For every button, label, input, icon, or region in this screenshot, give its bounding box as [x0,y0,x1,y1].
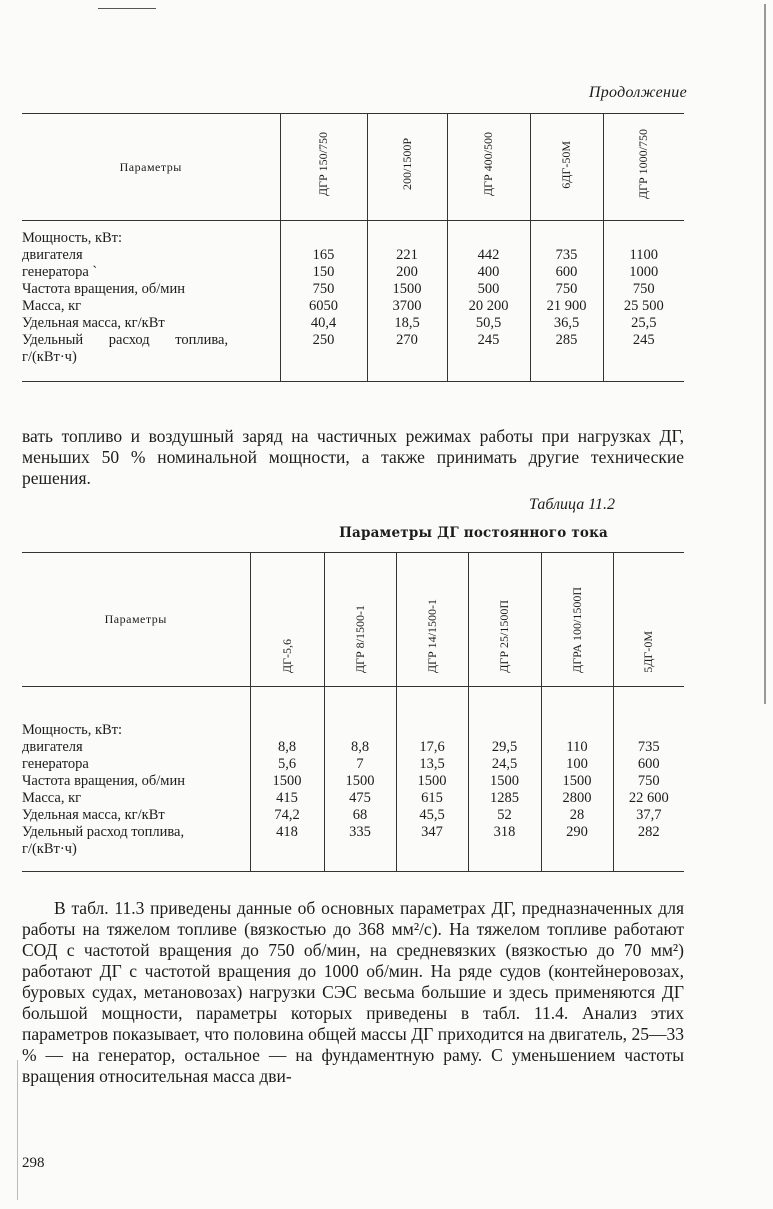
row-label: двигателя [22,738,83,755]
row-label: Частота вращения, об/мин [22,772,185,789]
table-title: Параметры ДГ постоянного тока [339,525,608,541]
cell: 8,8 [250,739,324,756]
cell: 6050 [280,298,367,315]
cell: 285 [530,332,603,349]
cell: 415 [250,790,324,807]
col-header: ДГ-5,6 [250,553,324,687]
page-number: 298 [22,1155,45,1171]
cell: 1285 [468,790,541,807]
row-label: Мощность, кВт: [22,721,123,738]
scan-mark [98,8,156,9]
cell: 735 [613,739,684,756]
row-label: генератора [22,755,89,772]
cell: 245 [603,332,684,349]
cell: 13,5 [396,756,468,773]
cell: 165 [280,247,367,264]
col-header: ДГР 150/750 [280,114,367,221]
col-header: 5ДГ-0М [613,553,684,687]
cell: 8,8 [324,739,396,756]
cell: 735 [530,247,603,264]
cell: 36,5 [530,315,603,332]
cell: 1500 [250,773,324,790]
col-header: ДГР 1000/750 [603,114,684,221]
cell: 750 [280,281,367,298]
continuation-label: Продолжение [588,84,687,101]
col-header: ДГРА 100/1500П [541,553,613,687]
cell: 418 [250,824,324,841]
cell: 250 [280,332,367,349]
cell: 1500 [541,773,613,790]
cell: 600 [613,756,684,773]
cell: 1500 [367,281,447,298]
cell: 5,6 [250,756,324,773]
header-parameters: Параметры [104,612,167,626]
cell: 347 [396,824,468,841]
cell: 24,5 [468,756,541,773]
col-header: 6ДГ-50М [530,114,603,221]
cell: 7 [324,756,396,773]
row-label: Удельный расход топлива, [22,823,185,840]
cell: 17,6 [396,739,468,756]
cell: 200 [367,264,447,281]
cell: 3700 [367,298,447,315]
row-label: Удельный расход топлива, [22,331,229,348]
cell: 318 [468,824,541,841]
params-table-2 [22,552,684,872]
row-label: Масса, кг [22,297,82,314]
row-label: Масса, кг [22,789,82,806]
cell: 750 [530,281,603,298]
cell: 68 [324,807,396,824]
cell: 74,2 [250,807,324,824]
cell: 45,5 [396,807,468,824]
cell: 37,7 [613,807,684,824]
cell: 600 [530,264,603,281]
cell: 615 [396,790,468,807]
row-label: Мощность, кВт: [22,229,123,246]
cell: 245 [447,332,530,349]
row-label: двигателя [22,246,83,263]
cell: 1100 [603,247,684,264]
cell: 18,5 [367,315,447,332]
cell: 750 [603,281,684,298]
paragraph-1: вать топливо и воздушный заряд на частичных режимах работы при нагрузках ДГ, меньших 50 % номинальной мощности, а также принимать другие технические решения. [22,426,684,488]
cell: 50,5 [447,315,530,332]
cell: 28 [541,807,613,824]
row-label: г/(кВт·ч) [22,840,77,857]
cell: 290 [541,824,613,841]
col-header: ДГР 25/1500П [468,553,541,687]
cell: 1000 [603,264,684,281]
cell: 1500 [396,773,468,790]
cell: 1500 [324,773,396,790]
table-caption: Таблица 11.2 [529,496,615,513]
cell: 25 500 [603,298,684,315]
cell: 270 [367,332,447,349]
cell: 25,5 [603,315,684,332]
cell: 1500 [468,773,541,790]
cell: 29,5 [468,739,541,756]
cell: 52 [468,807,541,824]
row-label: Удельная масса, кг/кВт [22,314,165,331]
cell: 282 [613,824,684,841]
row-label: Удельная масса, кг/кВт [22,806,165,823]
cell: 20 200 [447,298,530,315]
row-label: генератора ` [22,263,98,280]
scan-margin-line [17,1060,18,1200]
col-header: ДГР 8/1500-1 [324,553,396,687]
col-header: 200/1500Р [367,114,447,221]
cell: 400 [447,264,530,281]
cell: 475 [324,790,396,807]
cell: 110 [541,739,613,756]
cell: 100 [541,756,613,773]
col-header: ДГР 400/500 [447,114,530,221]
cell: 750 [613,773,684,790]
cell: 40,4 [280,315,367,332]
cell: 500 [447,281,530,298]
cell: 22 600 [613,790,684,807]
cell: 150 [280,264,367,281]
row-label: г/(кВт·ч) [22,348,77,365]
cell: 2800 [541,790,613,807]
cell: 442 [447,247,530,264]
cell: 221 [367,247,447,264]
params-table-1 [22,113,684,382]
paragraph-2: В табл. 11.3 приведены данные об основных параметрах ДГ, предназначенных для работы на тяжелом топливе (вязкостью до 368 мм²/с). На тяжелом топливе работают СОД с частотой вращения до 750 об/мин, на средневязких (вязкостью до 70 мм²) работают ДГ с частотой вращения до 1000 об/мин. На ряде судов (контейнеровозах, буровых судах, метановозах) нагрузки СЭС весьма большие и здесь применяются ДГ большой мощности, параметры которых приведены в табл. 11.4. Анализ этих параметров показывает, что половина общей массы ДГ приходится на двигатель, 25—33 % — на генератор, остальное — на фундаментную раму. С уменьшением частоты вращения относительная масса дви- [22,898,684,1086]
cell: 335 [324,824,396,841]
cell: 21 900 [530,298,603,315]
row-label: Частота вращения, об/мин [22,280,185,297]
header-parameters: Параметры [119,159,182,174]
scan-edge-line [764,4,766,704]
col-header: ДГР 14/1500-1 [396,553,468,687]
